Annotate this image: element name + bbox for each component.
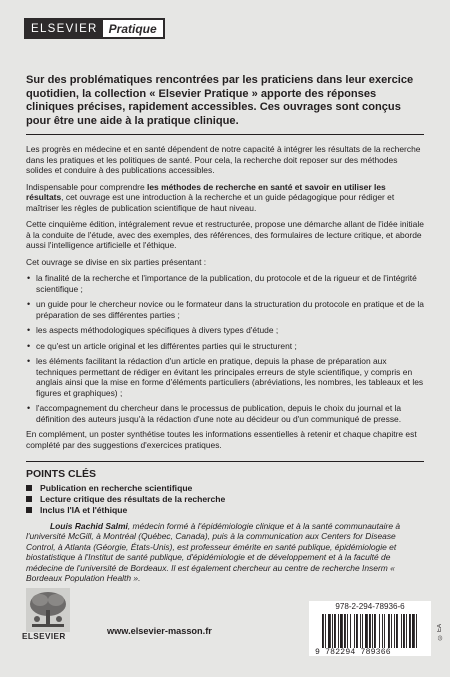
square-bullet-icon xyxy=(26,496,32,502)
paragraph-1: Les progrès en médecine et en santé dépendent de notre capacité à intégrer les résultats de la recherche dans les pratiques et les politiques de santé. Pour cela, la recherche doit reposer sur des méthodes solides et conduire à des publications accessibles. xyxy=(26,144,421,175)
list-item: • un guide pour le chercheur novice ou le formateur dans la structuration du protocole en pratique et de la préparation de ses différentes parties ; xyxy=(26,299,424,320)
website-link[interactable]: www.elsevier-masson.fr xyxy=(107,626,212,636)
paragraph-5: En complément, un poster synthétise toutes les informations essentielles à retenir et chaque chapitre est complété par des suggestions d'exercices pratiques. xyxy=(26,429,417,450)
key-points-title: POINTS CLÉS xyxy=(26,468,97,480)
list-item: • l'accompagnement du chercheur dans le processus de publication, depuis le choix du journal et la définition des auteurs jusqu'à la rédaction d'une note au décideur ou d'un communiqué de presse. xyxy=(26,403,424,424)
publisher-name: ELSEVIER xyxy=(31,22,98,35)
isbn: 978-2-294-78936-6 xyxy=(335,602,405,611)
key-point: Inclus l'IA et l'éthique xyxy=(26,505,424,516)
list-item: • ce qu'est un article original et les différentes parties qui le structurent ; xyxy=(26,341,424,352)
header-bar xyxy=(0,0,450,44)
paragraph-3: Cette cinquième édition, intégralement revue et restructurée, propose une démarche allant de l'idée initiale à la conduite de l'étude, avec des exemples, des références, des formulaires de lecture critique, et aborde aussi l'intelligence artificielle et l'éthique. xyxy=(26,219,424,250)
parts-list xyxy=(26,273,424,424)
list-item: • les éléments facilitant la rédaction d'un article en pratique, depuis la phase de préparation aux techniques permettant de rédiger en évitant les principales erreurs de style scientifique, y compris en anglais ainsi que la mise en forme d'éléments particuliers (abréviations, les nombres, les tableaux et les figures et graphiques) ; xyxy=(26,356,424,398)
paragraph-2: Indispensable pour comprendre les méthodes de recherche en santé et savoir en utiliser les résultats, cet ouvrage est une introduction à la recherche et un guide pédagogique pour rédiger et maîtriser les règles de publication scientifique de haut niveau. xyxy=(26,181,395,213)
logo-wordmark: ELSEVIER xyxy=(22,632,66,641)
author-bio: Louis Rachid Salmi, médecin formé à l'épidémiologie clinique et à la santé communautaire à l'université McGill, à Montréal (Québec, Canada), puis à la communication aux Centers for Disease Control, à Atlanta (Géorgie, États-Unis), est professeur émérite en santé publique, épidémiologie et biostatistique à l'Institut de santé publique, d'épidémiologie et de développement et à la faculté de médecine de l'université de Bordeaux. Il est également chercheur au centre de recherche Inserm « Bordeaux Population Health ». xyxy=(26,521,401,584)
list-item: • les aspects méthodologiques spécifiques à divers types d'étude ; xyxy=(26,325,424,336)
key-point: Publication en recherche scientifique xyxy=(26,483,424,494)
intro-text: Sur des problématiques rencontrées par les praticiens dans leur exercice quotidien, la collection « Elsevier Pratique » apporte des réponses cliniques précises, rapidement accessibles. Ces ouvrages sont conçus pour être une aide à la pratique clinique. xyxy=(26,74,414,127)
divider-top xyxy=(26,134,424,135)
barcode-icon xyxy=(322,614,424,648)
ean-digits: 9 782294 789366 xyxy=(315,648,391,657)
elsevier-tree-logo-icon xyxy=(26,588,70,632)
description-body xyxy=(26,144,424,456)
divider-bottom xyxy=(26,461,424,462)
key-points xyxy=(26,468,424,515)
collection-name: Pratique xyxy=(103,20,163,37)
list-item: • la finalité de la recherche et l'importance de la publication, du protocole et de la rigueur et de l'intégrité scientifique ; xyxy=(26,273,424,294)
square-bullet-icon xyxy=(26,485,32,491)
paragraph-4: Cet ouvrage se divise en six parties présentant : xyxy=(26,256,207,267)
author-name: Louis Rachid Salmi xyxy=(50,521,128,531)
key-point: Lecture critique des résultats de la recherche xyxy=(26,494,424,505)
rights-mark: © EA xyxy=(437,624,443,640)
square-bullet-icon xyxy=(26,507,32,513)
collection-brand xyxy=(24,18,165,39)
